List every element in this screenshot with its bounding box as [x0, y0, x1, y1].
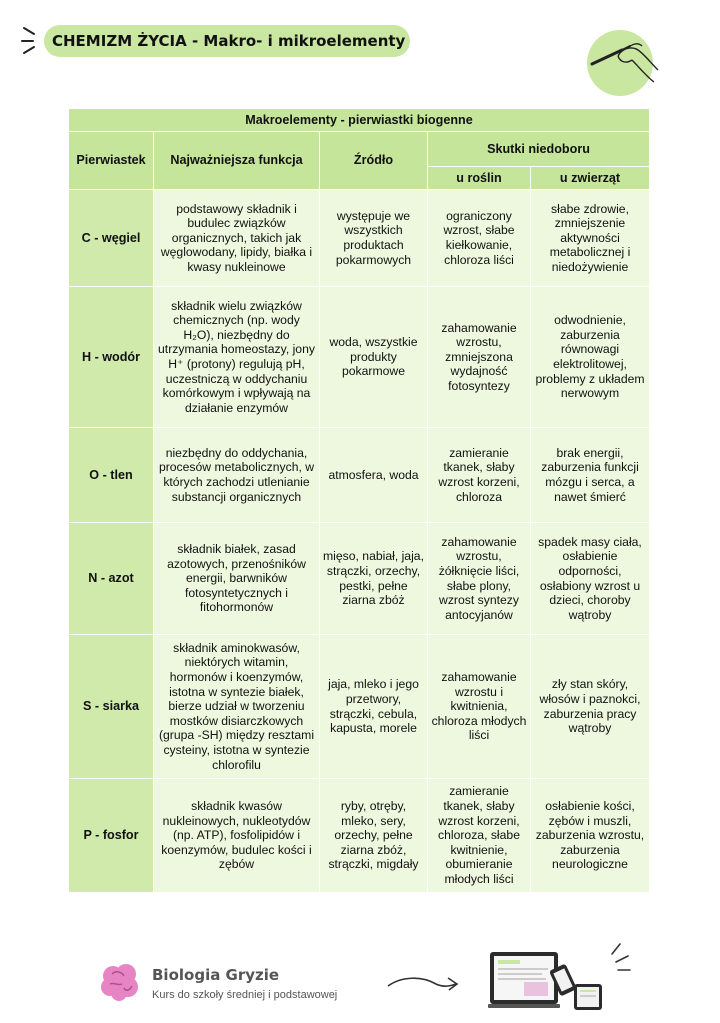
row-source: mięso, nabiał, jaja, strączki, orzechy, pestki, pełne ziarna zbóż — [320, 523, 428, 635]
row-element: O - tlen — [69, 428, 154, 523]
header-element: Pierwiastek — [69, 132, 154, 190]
row-source: jaja, mleko i jego przetwory, strączki, cebula, kapusta, morele — [320, 635, 428, 779]
row-animals: odwodnienie, zaburzenia równowagi elektrolitowej, problemy z układem nerwowym — [531, 287, 650, 428]
row-plants: zahamowanie wzrostu, zmniejszona wydajność fotosyntezy — [428, 287, 531, 428]
row-plants: ograniczony wzrost, słabe kiełkowanie, chloroza liści — [428, 190, 531, 287]
table-row — [69, 428, 650, 523]
table-caption: Makroelementy - pierwiastki biogenne — [69, 109, 650, 132]
header-deficiency: Skutki niedoboru — [428, 132, 650, 167]
arrow-icon — [386, 970, 462, 1000]
page-title: CHEMIZM ŻYCIA - Makro- i mikroelementy — [44, 25, 410, 57]
header-function: Najważniejsza funkcja — [154, 132, 320, 190]
row-plants: zahamowanie wzrostu i kwitnienia, chloroza młodych liści — [428, 635, 531, 779]
row-plants: zamieranie tkanek, słaby wzrost korzeni, chloroza — [428, 428, 531, 523]
row-element: H - wodór — [69, 287, 154, 428]
row-source: ryby, otręby, mleko, sery, orzechy, pełne ziarna zbóż, strączki, migdały — [320, 779, 428, 893]
row-function: składnik aminokwasów, niektórych witamin, hormonów i koenzymów, istotna w syntezie białek, bierze udział w tworzeniu mostków disiarczkowych (grupa -SH) między resztami cysteiny, istotna w syntezie chlorofilu — [154, 635, 320, 779]
row-animals: spadek masy ciała, osłabienie odporności, osłabiony wzrost u dzieci, choroby wątroby — [531, 523, 650, 635]
row-source: atmosfera, woda — [320, 428, 428, 523]
brand-tagline: Kurs do szkoły średniej i podstawowej — [152, 989, 338, 1001]
macroelements-table — [68, 108, 650, 893]
brain-icon — [98, 960, 142, 1004]
row-function: składnik białek, zasad azotowych, przenośników energii, barwników fotosyntetycznych i fitohormonów — [154, 523, 320, 635]
table-row — [69, 779, 650, 893]
table-row — [69, 287, 650, 428]
row-element: P - fosfor — [69, 779, 154, 893]
header-plants: u roślin — [428, 167, 531, 190]
sparkle-icon — [20, 22, 42, 58]
row-function: niezbędny do oddychania, procesów metabolicznych, w których zachodzi utlenianie substancji organicznych — [154, 428, 320, 523]
table-row — [69, 190, 650, 287]
row-element: S - siarka — [69, 635, 154, 779]
row-element: C - węgiel — [69, 190, 154, 287]
row-source: woda, wszystkie produkty pokarmowe — [320, 287, 428, 428]
brand-name: Biologia Gryzie — [152, 966, 280, 984]
row-animals: słabe zdrowie, zmniejszenie aktywności metabolicznej i niedożywienie — [531, 190, 650, 287]
row-function: składnik kwasów nukleinowych, nukleotydów (np. ATP), fosfolipidów i koenzymów, budulec kości i zębów — [154, 779, 320, 893]
row-function: składnik wielu związków chemicznych (np. wody H₂O), niezbędny do utrzymania homeostazy, jony H⁺ (protony) regulują pH, uczestniczą w oddychaniu komórkowym i wpływają na działanie enzymów — [154, 287, 320, 428]
header-animals: u zwierząt — [531, 167, 650, 190]
row-element: N - azot — [69, 523, 154, 635]
row-plants: zahamowanie wzrostu, żółknięcie liści, słabe plony, wzrost syntezy antocyjanów — [428, 523, 531, 635]
row-function: podstawowy składnik i budulec związków organicznych, takich jak węglowodany, lipidy, białka i kwasy nukleinowe — [154, 190, 320, 287]
row-plants: zamieranie tkanek, słaby wzrost korzeni, chloroza, słabe kwitnienie, obumieranie młodych liści — [428, 779, 531, 893]
table-row — [69, 523, 650, 635]
row-animals: osłabienie kości, zębów i muszli, zaburzenia wzrostu, zaburzenia neurologiczne — [531, 779, 650, 893]
header-source: Źródło — [320, 132, 428, 190]
table-row — [69, 635, 650, 779]
row-animals: zły stan skóry, włosów i paznokci, zaburzenia pracy wątroby — [531, 635, 650, 779]
hand-pen-icon — [588, 30, 664, 94]
row-animals: brak energii, zaburzenia funkcji mózgu i serca, a nawet śmierć — [531, 428, 650, 523]
devices-icon — [488, 940, 638, 1020]
row-source: występuje we wszystkich produktach pokarmowych — [320, 190, 428, 287]
